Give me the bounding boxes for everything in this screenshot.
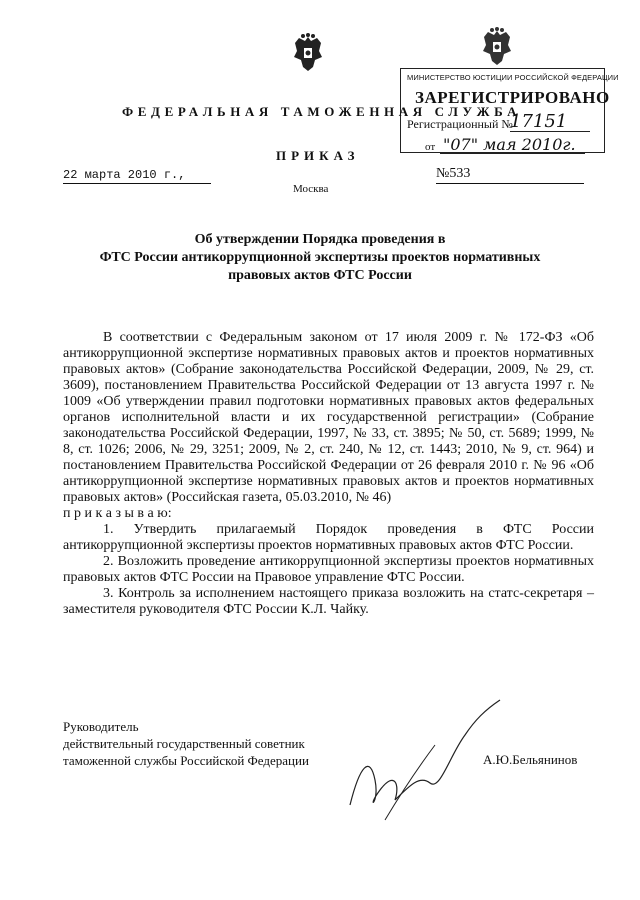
stamp-reg-number: 17151 [510,111,568,132]
stamp-reg-label: Регистрационный № [407,117,513,131]
stamp-ministry: МИНИСТЕРСТВО ЮСТИЦИИ РОССИЙСКОЙ ФЕДЕРАЦИИ [407,73,619,82]
document-subject [70,231,570,285]
order-item: 3. Контроль за исполнением настоящего приказа возложить на статс-секретаря – заместителя руководителя ФТС России К.Л. Чайку. [63,586,594,617]
subject-line: ФТС России антикоррупционной экспертизы проектов нормативных [99,250,541,265]
order-item: 1. Утвердить прилагаемый Порядок проведения в ФТС России антикоррупционной экспертизы проектов нормативных правовых актов ФТС России. [63,522,594,553]
signatory-title [63,718,309,769]
signatory-name: А.Ю.Бельянинов [483,752,578,767]
subject-line: Об утверждении Порядка проведения в [194,232,446,247]
preamble-paragraph: В соответствии с Федеральным законом от 17 июля 2009 г. № 172-ФЗ «Об антикоррупционной экспертизе нормативных правовых актов и проектов нормативных правовых актов» (Собрание законодательства Российской Федерации, 2009, № 29, ст. 3609), постановлением Правительства Российской Федерации от 13 августа 1997 г. № 1009 «Об утверждении правил подготовки нормативных правовых актов федеральных органов исполнительной власти и их государственной регистрации» (Собрание законодательства Российской Федерации, 1997, № 33, ст. 3895; № 50, ст. 5689; 1999, № 8, ст. 1026; 2006, № 29, 3251; 2009, № 2, ст. 240, № 12, ст. 1443; 2010, № 9, ст. 964) и постановлением Правительства Российской Федерации от 26 февраля 2010 г. № 96 «Об антикоррупционной экспертизе нормативных правовых актов и проектов нормативных правовых актов» (Российская газета, 05.03.2010, № 46) [63,330,594,505]
stamp-underline [510,131,590,132]
document-body [63,330,594,618]
stamp-date: "07" мая 2010г. [443,135,576,154]
order-word: п р и к а з ы в а ю: [63,506,172,521]
order-item: 2. Возложить проведение антикоррупционной экспертизы проектов нормативных правовых актов ФТС России на Правовое управление ФТС России. [63,554,594,585]
order-number: №533 [436,166,584,184]
stamp-date-prefix: от [425,141,436,153]
coat-of-arms-icon [291,33,325,73]
stamp-coat-of-arms-icon [480,27,514,67]
document-type: ПРИКАЗ [276,148,360,163]
stamp-registered: ЗАРЕГИСТРИРОВАНО [415,88,610,107]
signatory-line: Руководитель [63,719,139,734]
signatory-line: таможенной службы Российской Федерации [63,753,309,768]
order-date: 22 марта 2010 г., [63,168,211,184]
city: Москва [293,183,329,195]
signatory-line: действительный государственный советник [63,736,305,751]
agency-name: ФЕДЕРАЛЬНАЯ ТАМОЖЕННАЯ СЛУЖБА [122,104,522,119]
subject-line: правовых актов ФТС России [228,268,412,283]
stamp-underline [440,153,585,154]
